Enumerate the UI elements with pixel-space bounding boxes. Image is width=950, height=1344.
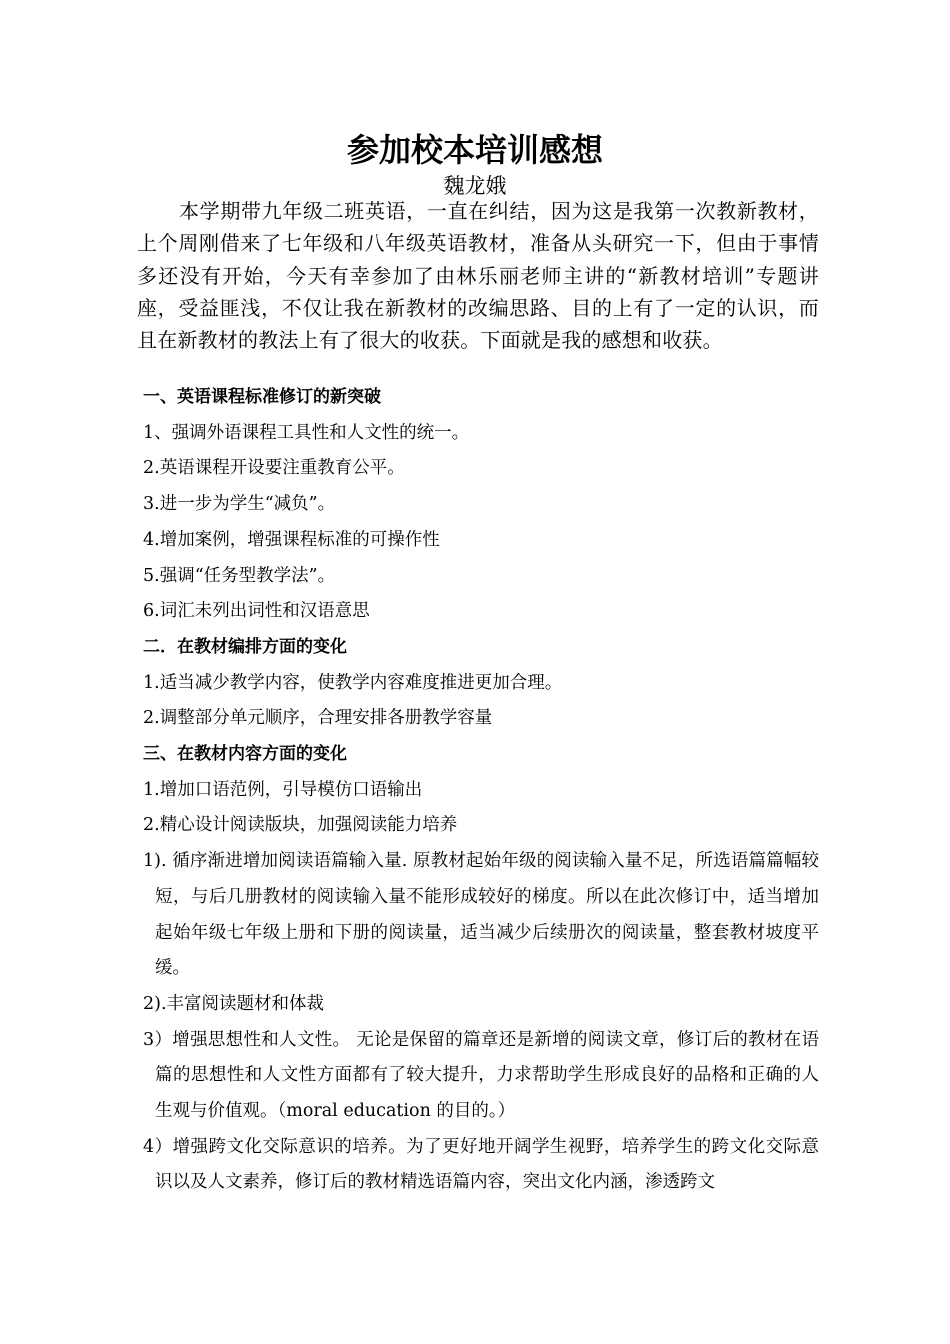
list-item: 4.增加案例，增强课程标准的可操作性 (143, 529, 440, 550)
list-item: 2.精心设计阅读版块，加强阅读能力培养 (143, 815, 458, 836)
list-item: 6.词汇未列出词性和汉语意思 (143, 601, 370, 622)
sub-point-paragraph: 4）增强跨文化交际意识的培养。为了更好地开阔学生视野，培养学生的跨文化交际意识以及人文素养，修订后的教材精选语篇内容，突出文化内涵，渗透跨文 (143, 1136, 819, 1193)
sub-point-paragraph: 1). 循序渐进增加阅读语篇输入量. 原教材起始年级的阅读输入量不足，所选语篇篇幅较短，与后几册教材的阅读输入量不能形成较好的梯度。所以在此次修订中，适当增加起始年级七年级上册和下册的阅读量，适当减少后续册次的阅读量，整套教材坡度平缓。 (143, 851, 819, 979)
list-item: 2.英语课程开设要注重教育公平。 (143, 458, 405, 479)
list-item: 1.增加口语范例，引导模仿口语输出 (143, 779, 423, 800)
document-author: 魏龙娥 (443, 174, 507, 198)
sub-point-paragraph: 2).丰富阅读题材和体裁 (143, 993, 325, 1014)
list-item: 5.强调“任务型教学法”。 (143, 565, 336, 586)
sub-point-paragraph: 3）增强思想性和人文性。 无论是保留的篇章还是新增的阅读文章，修订后的教材在语篇的思想性和人文性方面都有了较大提升，力求帮助学生形成良好的品格和正确的人生观与价值观。（moral education 的目的。） (143, 1029, 819, 1122)
list-item: 1.适当减少教学内容，使教学内容难度推进更加合理。 (143, 672, 563, 693)
list-item: 2.调整部分单元顺序，合理安排各册教学容量 (143, 708, 493, 729)
content-list (143, 380, 819, 1201)
list-item: 3.进一步为学生“减负”。 (143, 494, 336, 515)
list-item: 1、强调外语课程工具性和人文性的统一。 (143, 422, 470, 443)
document-title: 参加校本培训感想 (346, 131, 603, 169)
section-heading: 二．在教材编排方面的变化 (143, 636, 347, 657)
intro-paragraph: 本学期带九年级二班英语，一直在纠结，因为这是我第一次教新教材，上个周刚借来了七年级和八年级英语教材，准备从头研究一下，但由于事情多还没有开始，今天有幸参加了由林乐丽老师主讲的“新教材培训”专题讲座，受益匪浅，不仅让我在新教材的改编思路、目的上有了一定的认识，而且在新教材的教法上有了很大的收获。下面就是我的感想和收获。 (137, 199, 819, 353)
section-heading: 三、在教材内容方面的变化 (143, 744, 347, 765)
section-heading: 一、英语课程标准修订的新突破 (143, 387, 381, 407)
